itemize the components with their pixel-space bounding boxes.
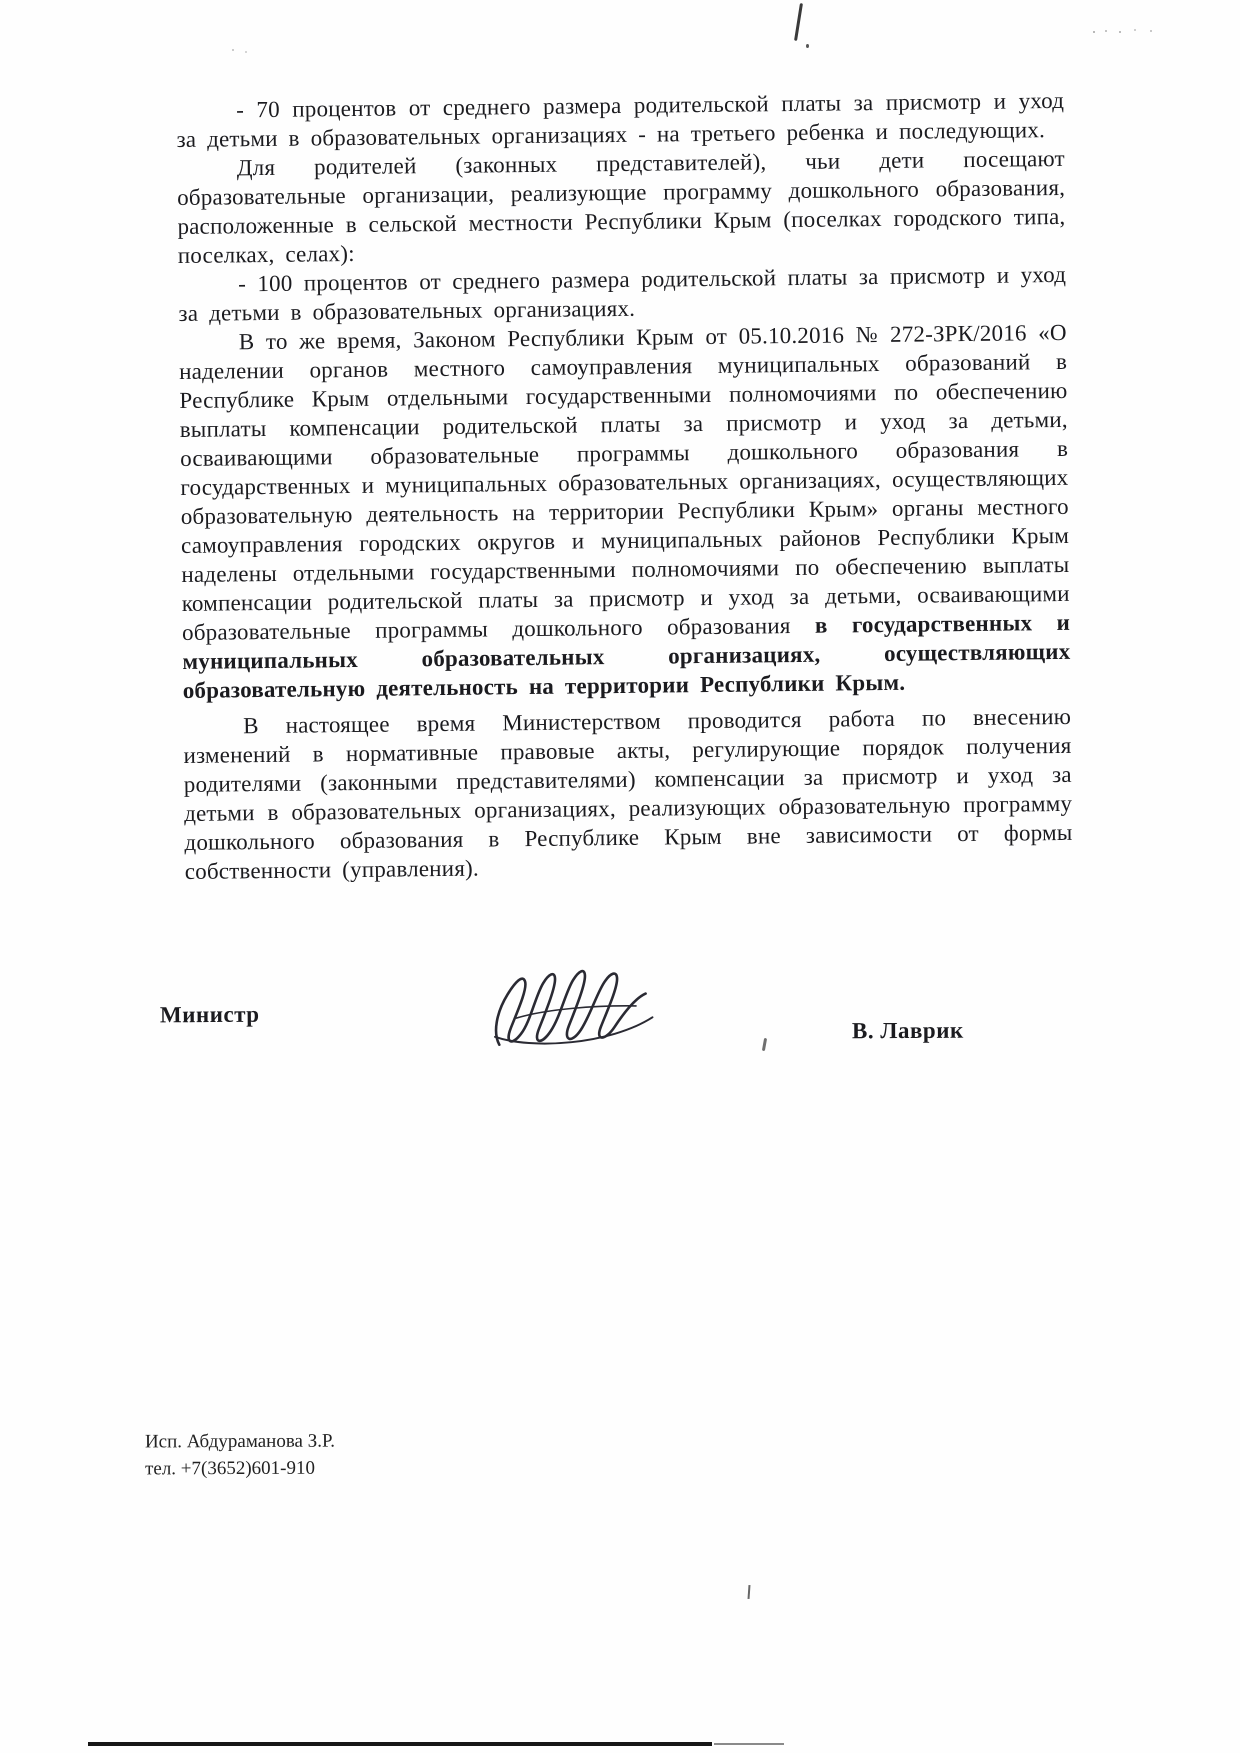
scan-artifact-top-stroke <box>794 3 803 41</box>
paragraph-ministry-work <box>183 702 1073 886</box>
scan-artifact-speckles-top-right <box>1093 31 1095 33</box>
paragraph-law-272-zrk <box>179 318 1071 705</box>
scan-artifact-bottom-line-faint <box>714 1743 784 1745</box>
bold-emphasis-text: в государственных и муниципальных образовательных организациях, осуществляющих образовательную деятельность на территории Республики Крым. <box>182 609 1071 703</box>
scan-artifact-bottom-tick <box>748 1585 751 1599</box>
paragraph-text: - 70 процентов от среднего размера родительской платы за присмотр и уход за детьми в образовательных организациях - на третьего ребенка и последующих. <box>176 87 1065 152</box>
paragraph-text: В настоящее время Министерством проводится работа по внесению изменений в нормативные правовые акты, регулирующие порядок получения родителями (законными представителями) компенсации за присмотр и уход за детьми в образовательных организациях, реализующих образовательную программу дошкольного образования в Республике Крым вне зависимости от формы собственности (управления). <box>183 703 1073 884</box>
signer-title: Министр <box>159 1001 260 1028</box>
paragraph-rural-parents <box>177 144 1066 270</box>
executor-name: Исп. Абдураманова З.Р. <box>144 1430 335 1453</box>
scan-artifact-top-dot <box>806 44 809 48</box>
paragraph-text: - 100 процентов от среднего размера родительской платы за присмотр и уход за детьми в образовательных организациях. <box>178 261 1067 326</box>
paragraph-100-percent <box>178 260 1067 328</box>
signer-name: В. Лаврик <box>851 1017 964 1044</box>
executor-phone: тел. +7(3652)601-910 <box>145 1457 316 1480</box>
scan-artifact-signature-tick <box>762 1038 767 1051</box>
signature-image <box>484 955 667 1057</box>
scan-artifact-speckles-top-left <box>232 49 234 51</box>
paragraph-text: Для родителей (законных представителей), чьи дети посещают образовательные организации, реализующие программу дошкольного образования, расположенные в сельской местности Республики Крым (поселках городского типа, поселках, селах): <box>177 145 1066 268</box>
paragraph-70-percent <box>176 86 1065 154</box>
letter-body <box>176 86 1073 886</box>
paragraph-text: В то же время, Законом Республики Крым от 05.10.2016 № 272-ЗРК/2016 «О наделении органов местного самоуправления муниципальных образований в Республике Крым отдельными государственными полномочиями по обеспечению выплаты компенсации родительской платы за присмотр и уход за детьми, осваивающими образовательные программы дошкольного образования в государственных и муниципальных образовательных организациях, осуществляющих образовательную деятельность на территории Республики Крым» органы местного самоуправления городских округов и муниципальных районов Республики Крым наделены отдельными государственными полномочиями по обеспечению выплаты компенсации родительской платы за присмотр и уход за детьми, осваивающими образовательные программы дошкольного образования <box>178 319 1070 645</box>
scan-artifact-bottom-line <box>88 1742 712 1746</box>
executor-block <box>145 1428 335 1483</box>
